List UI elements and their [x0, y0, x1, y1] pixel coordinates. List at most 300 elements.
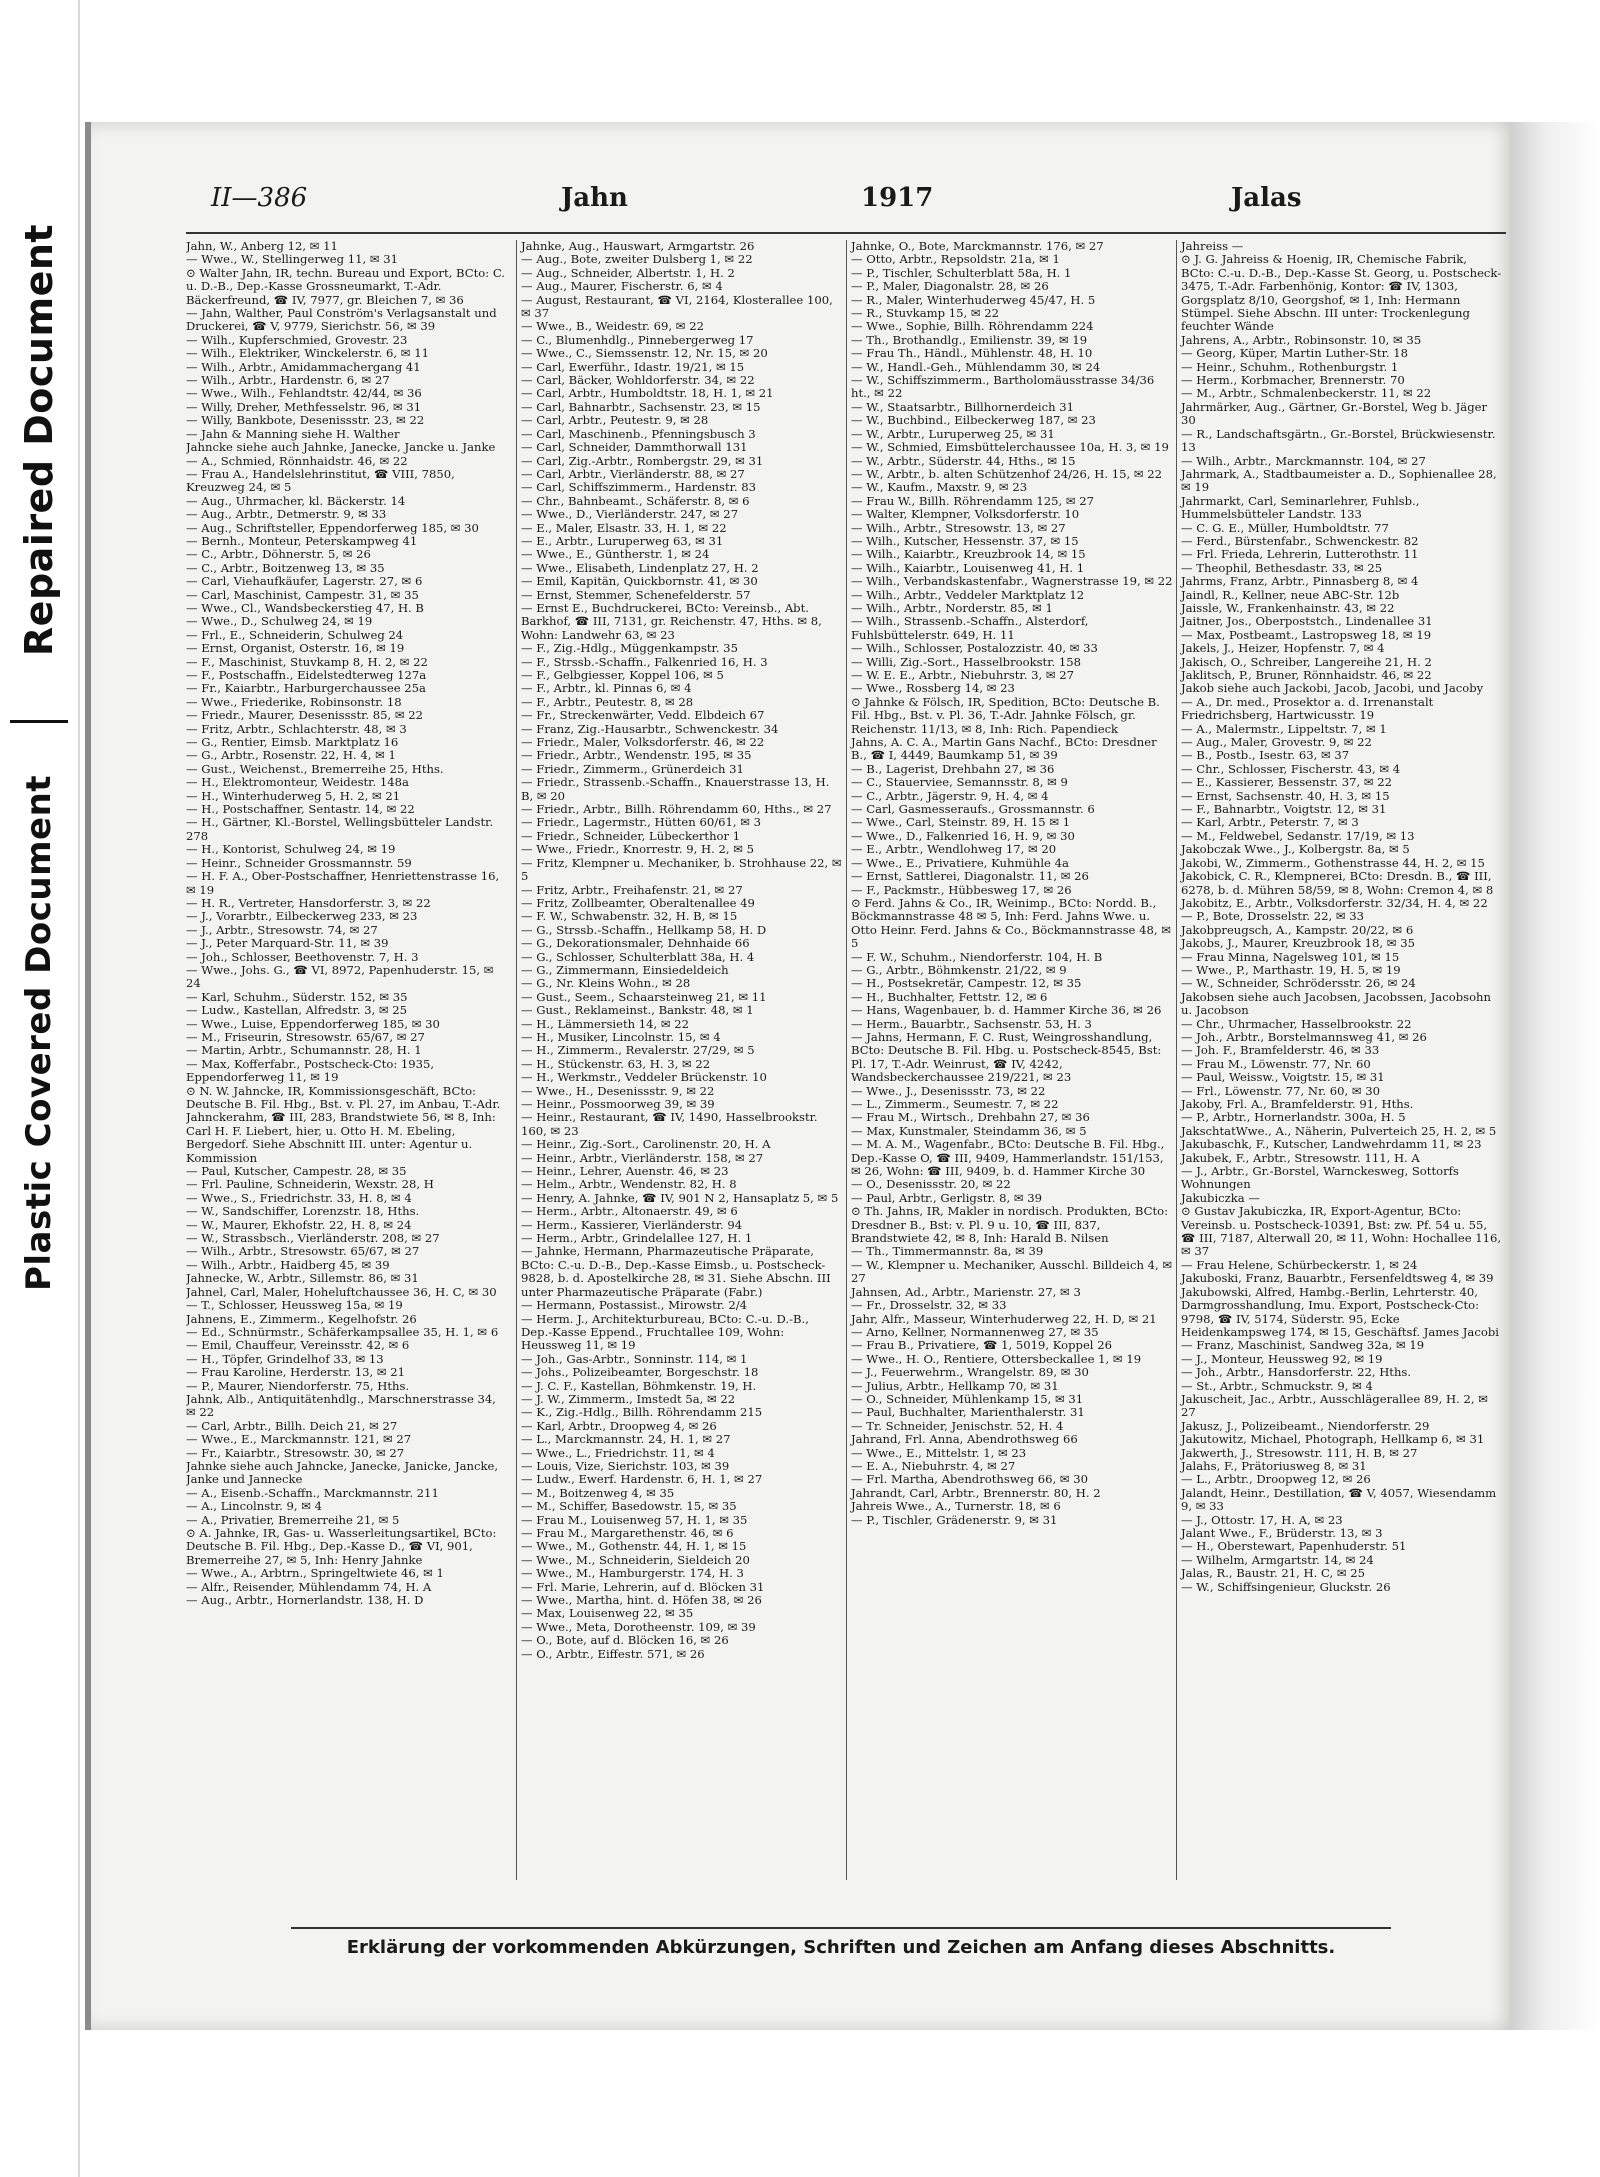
directory-entry: — Wwe., D., Falkenried 16, H. 9, ✉ 30	[851, 828, 1075, 843]
directory-entry: — Aug., Bote, zweiter Dulsberg 1, ✉ 22	[521, 252, 753, 267]
directory-entry: — F., Packmstr., Hübbesweg 17, ✉ 26	[851, 882, 1072, 897]
directory-entry: — Frau M., Margarethenstr. 46, ✉ 6	[521, 1526, 734, 1540]
directory-entry: — Frl. Marie, Lehrerin, auf d. Blöcken 31	[521, 1579, 765, 1594]
directory-entry: — A., Eisenb.-Schaffn., Marckmannstr. 211	[186, 1485, 439, 1500]
directory-entry: — A., Lincolnstr. 9, ✉ 4	[186, 1499, 322, 1514]
directory-entry: — Joh., Schlosser, Beethovenstr. 7, H. 3	[186, 949, 419, 964]
directory-entry: — P., Maler, Diagonalstr. 28, ✉ 26	[851, 279, 1049, 294]
directory-entry: — Herm. J., Architekturbureau, BCto: C.-u. D.-B., Dep.-Kasse Eppend., Fruchtallee 109, Wohn: Heussweg 11, ✉ 19	[521, 1311, 809, 1353]
directory-entry: — F. W., Schwabenstr. 32, H. B, ✉ 15	[521, 909, 738, 924]
directory-entry: — Wwe., J., Desenissstr. 73, ✉ 22	[851, 1083, 1046, 1098]
directory-entry: — Carl, Schneider, Dammthorwall 131	[521, 440, 748, 455]
directory-entry: — H. R., Vertreter, Hansdorferstr. 3, ✉ 22	[186, 895, 431, 910]
directory-entry: — G., Dekorationsmaler, Dehnhaide 66	[521, 936, 750, 951]
directory-entry: — Wwe., M., Hamburgerstr. 174, H. 3	[521, 1566, 744, 1581]
directory-entry: — L., Zimmerm., Seumestr. 7, ✉ 22	[851, 1097, 1059, 1111]
directory-entry: Jahnke, Aug., Hauswart, Armgartstr. 26	[521, 240, 755, 253]
directory-entry: — F., Arbtr., Peutestr. 8, ✉ 28	[521, 694, 694, 709]
directory-entry: Jahns, A. C. A., Martin Gans Nachf., BCto: Dresdner B., ☎ I, 4449, Baumkamp 51, ✉ 39	[851, 735, 1157, 763]
directory-entry: Jahnecke, W., Arbtr., Sillemstr. 86, ✉ 31	[186, 1271, 419, 1286]
directory-entry: ⊙ Th. Jahns, IR, Makler in nordisch. Produkten, BCto: Dresdner B., Bst: v. Pl. 9 u. 10, ☎ III, 837, Brandstwiete 42, ✉ 8, Inh: Harald B. Nilsen	[851, 1204, 1169, 1246]
directory-entry: — G., Nr. Kleins Wohn., ✉ 28	[521, 976, 691, 991]
directory-entry: Jahrmark, A., Stadtbaumeister a. D., Sophienallee 28, ✉ 19	[1181, 466, 1497, 495]
directory-entry: — Carl, Bahnarbtr., Sachsenstr. 23, ✉ 15	[521, 399, 761, 414]
directory-entry: — R., Maler, Winterhuderweg 45/47, H. 5	[851, 292, 1096, 307]
directory-entry: — Carl, Gasmesseraufs., Grossmannstr. 6	[851, 802, 1095, 817]
directory-entry: — J., Vorarbtr., Eilbeckerweg 233, ✉ 23	[186, 909, 418, 924]
directory-entry: — Frau M., Löwenstr. 77, Nr. 60	[1181, 1056, 1371, 1071]
directory-entry: — Th., Brothandlg., Emilienstr. 39, ✉ 19	[851, 332, 1088, 347]
directory-entry: — Carl, Maschinist, Campestr. 31, ✉ 35	[186, 587, 419, 602]
directory-entry: — Wwe., E., Mittelstr. 1, ✉ 23	[851, 1445, 1027, 1460]
directory-entry: — J., Arbtr., Stresowstr. 74, ✉ 27	[186, 922, 378, 937]
directory-entry: Jakutowitz, Michael, Photograph, Hellkamp 6, ✉ 31	[1181, 1432, 1485, 1447]
directory-entry: Jahrmärker, Aug., Gärtner, Gr.-Borstel, Weg b. Jäger 30	[1181, 399, 1488, 428]
directory-entry: — F., Postschaffn., Eidelstedterweg 127a	[186, 668, 427, 682]
directory-column-1	[186, 240, 508, 1880]
directory-entry: Jakobitz, E., Arbtr., Volksdorferstr. 32/34, H. 4, ✉ 22	[1181, 895, 1488, 910]
directory-entry: — Wwe., Johs. G., ☎ VI, 8972, Papenhuderstr. 15, ✉ 24	[186, 962, 494, 991]
directory-entry: — Jahn, Walther, Paul Conström's Verlagsanstalt und Druckerei, ☎ V, 9779, Sierichstr. 56, ✉ 39	[186, 306, 497, 334]
directory-entry: Jakels, J., Heizer, Hopfenstr. 7, ✉ 4	[1181, 641, 1385, 656]
directory-entry: — B., Lagerist, Drehbahn 27, ✉ 36	[851, 761, 1055, 776]
directory-entry: — Frl. Frieda, Lehrerin, Lutterothstr. 11	[1181, 547, 1419, 562]
directory-entry: — Frau M., Louisenweg 57, H. 1, ✉ 35	[521, 1512, 748, 1527]
directory-entry: Jahrandt, Carl, Arbtr., Brennerstr. 80, H. 2	[851, 1485, 1101, 1500]
directory-entry: — Paul, Kutscher, Campestr. 28, ✉ 35	[186, 1164, 407, 1179]
directory-entry: — W., Strassbsch., Vierländerstr. 208, ✉ 27	[186, 1231, 440, 1246]
directory-entry: — Ludw., Kastellan, Alfredstr. 3, ✉ 25	[186, 1003, 408, 1018]
directory-entry: — G., Strssb.-Schaffn., Hellkamp 58, H. D	[521, 922, 767, 937]
plastic-covered-text: Plastic Covered Document	[19, 774, 60, 1292]
directory-entry: — Aug., Uhrmacher, kl. Bäckerstr. 14	[186, 493, 406, 508]
directory-entry: — A., Privatier, Bremerreihe 21, ✉ 5	[186, 1512, 400, 1527]
directory-column-2	[516, 240, 843, 1880]
directory-entry: — H., Werkmstr., Veddeler Brückenstr. 10	[521, 1070, 767, 1085]
directory-entry: — Wwe., A., Arbtrn., Springeltwiete 46, ✉ 1	[186, 1566, 444, 1581]
directory-entry: — Jahn & Manning siehe H. Walther	[186, 426, 400, 441]
header-word-left: Jahn	[561, 183, 628, 213]
directory-entry: — Joh., Gas-Arbtr., Sonninstr. 114, ✉ 1	[521, 1351, 748, 1366]
directory-entry: — Frl. Martha, Abendrothsweg 66, ✉ 30	[851, 1472, 1088, 1487]
directory-entry: Jakubek, F., Arbtr., Stresowstr. 111, H. A	[1181, 1150, 1420, 1165]
directory-entry: — W., Arbtr., b. alten Schützenhof 24/26, H. 15, ✉ 22	[851, 466, 1163, 481]
directory-entry: — Walter, Klempner, Volksdorferstr. 10	[851, 507, 1080, 522]
directory-entry: — Wwe., E., Marckmannstr. 121, ✉ 27	[186, 1432, 412, 1447]
directory-entry: — Herm., Arbtr., Grindelallee 127, H. 1	[521, 1231, 753, 1246]
directory-entry: — H., Musiker, Lincolnstr. 15, ✉ 4	[521, 1029, 721, 1044]
directory-entry: — Carl, Maschinenb., Pfenningsbusch 3	[521, 426, 756, 441]
directory-entry: Jakwerth, J., Stresowstr. 111, H. B, ✉ 27	[1181, 1445, 1418, 1460]
plastic-covered-label	[10, 720, 68, 1343]
directory-entry: — J. C. F., Kastellan, Böhmkenstr. 19, H.	[521, 1378, 757, 1393]
directory-entry: Jakoby, Frl. A., Bramfelderstr. 91, Hths.	[1181, 1097, 1414, 1111]
directory-entry: — Frl., E., Schneiderin, Schulweg 24	[186, 627, 404, 642]
directory-entry: ⊙ Walter Jahn, IR, techn. Bureau und Export, BCto: C. u. D.-B., Dep.-Kasse Grossneumarkt, T.-Adr. Bäckerfreund, ☎ IV, 7977, gr. Bleichen 7, ✉ 36	[186, 265, 505, 307]
directory-entry: — Karl, Arbtr., Peterstr. 7, ✉ 3	[1181, 815, 1359, 830]
directory-entry: — H., Stückenstr. 63, H. 3, ✉ 22	[521, 1056, 711, 1071]
directory-entry: — Frau W., Billh. Röhrendamm 125, ✉ 27	[851, 493, 1095, 508]
directory-columns	[186, 232, 1506, 1884]
directory-entry: — W., Schmied, Eimsbüttelerchaussee 10a, H. 3, ✉ 19	[851, 440, 1169, 455]
directory-entry: — H., Zimmerm., Revalerstr. 27/29, ✉ 5	[521, 1043, 755, 1058]
directory-entry: — M., Schiffer, Basedowstr. 15, ✉ 35	[521, 1499, 737, 1514]
directory-entry: — Martin, Arbtr., Schumannstr. 28, H. 1	[186, 1043, 422, 1058]
directory-entry: — St., Arbtr., Schmuckstr. 9, ✉ 4	[1181, 1378, 1373, 1393]
directory-entry: — W., Handl.-Geh., Mühlendamm 30, ✉ 24	[851, 359, 1101, 374]
directory-entry: — O., Schneider, Mühlenkamp 15, ✉ 31	[851, 1391, 1084, 1406]
directory-entry: — Wwe., P., Marthastr. 19, H. 5, ✉ 19	[1181, 962, 1401, 977]
directory-entry: — Hermann, Postassist., Mirowstr. 2/4	[521, 1298, 748, 1313]
directory-entry: — W. E. E., Arbtr., Niebuhrstr. 3, ✉ 27	[851, 668, 1074, 682]
directory-entry: — Ferd., Bürstenfabr., Schwenckestr. 82	[1181, 533, 1419, 548]
directory-entry: — H., Töpfer, Grindelhof 33, ✉ 13	[186, 1351, 384, 1366]
directory-entry: — Herm., Arbtr., Altonaerstr. 49, ✉ 6	[521, 1204, 738, 1219]
scanned-page	[85, 122, 1516, 2030]
directory-entry: Jakubaschk, F., Kutscher, Landwehrdamm 11, ✉ 23	[1181, 1137, 1482, 1152]
directory-entry: Jahreiss —	[1181, 240, 1244, 253]
directory-entry: Jakisch, O., Schreiber, Langereihe 21, H. 2	[1181, 654, 1432, 669]
directory-entry: — W., Schiffsingenieur, Gluckstr. 26	[1181, 1579, 1391, 1594]
directory-entry: — C., Blumenhdlg., Pinnebergerweg 17	[521, 332, 754, 347]
directory-entry: — Frl., Löwenstr. 77, Nr. 60, ✉ 30	[1181, 1083, 1380, 1098]
directory-entry: — Wilh., Arbtr., Stresowstr. 65/67, ✉ 27	[186, 1244, 420, 1259]
directory-entry: — F., Arbtr., kl. Pinnas 6, ✉ 4	[521, 681, 692, 696]
directory-entry: — Wwe., H. O., Rentiere, Ottersbeckallee 1, ✉ 19	[851, 1351, 1142, 1366]
directory-entry: — Frau M., Wirtsch., Drehbahn 27, ✉ 36	[851, 1110, 1090, 1125]
directory-entry: — W., Maurer, Ekhofstr. 22, H. 8, ✉ 24	[186, 1217, 412, 1232]
directory-entry: — P., Tischler, Schulterblatt 58a, H. 1	[851, 265, 1072, 280]
directory-entry: — Max, Kunstmaler, Steindamm 36, ✉ 5	[851, 1123, 1087, 1138]
directory-entry: — W., Sandschiffer, Lorenzstr. 18, Hths.	[186, 1204, 420, 1219]
directory-entry: — Wwe., S., Friedrichstr. 33, H. 8, ✉ 4	[186, 1190, 412, 1205]
directory-entry: — Wwe., Sophie, Billh. Röhrendamm 224	[851, 319, 1094, 334]
directory-entry: — Ernst, Sattlerei, Diagonalstr. 11, ✉ 26	[851, 869, 1089, 884]
directory-entry: Jakusz, J., Polizeibeamt., Niendorferstr. 29	[1181, 1418, 1430, 1433]
directory-entry: — Wwe., H., Desenissstr. 9, ✉ 22	[521, 1083, 715, 1098]
directory-entry: — Tr. Schneider, Jenischstr. 52, H. 4	[851, 1418, 1064, 1433]
page-edge	[1510, 122, 1600, 2030]
directory-entry: — J., Monteur, Heussweg 92, ✉ 19	[1181, 1351, 1383, 1366]
directory-entry: — Chr., Schlosser, Fischerstr. 43, ✉ 4	[1181, 761, 1401, 776]
directory-entry: — Chr., Uhrmacher, Hasselbrookstr. 22	[1181, 1016, 1412, 1031]
directory-entry: — H., Postsekretär, Campestr. 12, ✉ 35	[851, 976, 1082, 991]
directory-entry: — Fr., Kaiarbtr., Harburgerchaussee 25a	[186, 681, 426, 696]
directory-entry: Jakobpreugsch, A., Kampstr. 20/22, ✉ 6	[1181, 922, 1414, 937]
directory-entry: — Julius, Arbtr., Hellkamp 70, ✉ 31	[851, 1378, 1059, 1393]
directory-entry: — M., Boitzenweg 4, ✉ 35	[521, 1485, 675, 1500]
directory-entry: Jaklitsch, P., Bruner, Rönnhaidstr. 46, ✉ 22	[1181, 668, 1432, 682]
directory-entry: — Fr., Kaiarbtr., Stresowstr. 30, ✉ 27	[186, 1445, 405, 1460]
directory-entry: ⊙ Gustav Jakubiczka, IR, Export-Agentur, BCto: Vereinsb. u. Postscheck-10391, Bst: zw. Pf. 54 u. 55, ☎ III, 7187, Alterwall 20, ✉ 11, Wohn: Hochallee 116, ✉ 37	[1181, 1204, 1502, 1259]
directory-entry: — Wilh., Strassenb.-Schaffn., Alsterdorf, Fuhlsbüttelerstr. 649, H. 11	[851, 614, 1089, 642]
directory-entry: — Wilh., Arbtr., Norderstr. 85, ✉ 1	[851, 600, 1053, 615]
directory-entry: — L., Marckmannstr. 24, H. 1, ✉ 27	[521, 1432, 731, 1447]
directory-entry: — E., Kassierer, Bessenstr. 37, ✉ 22	[1181, 775, 1393, 790]
directory-entry: — W., Schiffszimmerm., Bartholomäusstrasse 34/36 ht., ✉ 22	[851, 373, 1155, 401]
directory-entry: Jaissle, W., Frankenhainstr. 43, ✉ 22	[1181, 600, 1395, 615]
directory-entry: — Wwe., Wilh., Fehlandtstr. 42/44, ✉ 36	[186, 386, 422, 401]
directory-entry: — Carl, Viehaufkäufer, Lagerstr. 27, ✉ 6	[186, 574, 423, 589]
directory-entry: — Frau Minna, Nagelsweg 101, ✉ 15	[1181, 949, 1400, 964]
directory-entry: — Fr., Drosselstr. 32, ✉ 33	[851, 1298, 1007, 1313]
directory-entry: — Herm., Kassierer, Vierländerstr. 94	[521, 1217, 743, 1232]
directory-entry: — H., Elektromonteur, Weidestr. 148a	[186, 775, 409, 790]
directory-entry: — Paul, Weissw., Voigtstr. 15, ✉ 31	[1181, 1070, 1385, 1085]
directory-entry: — Carl, Arbtr., Billh. Deich 21, ✉ 27	[186, 1418, 398, 1433]
directory-entry: — Max, Louisenweg 22, ✉ 35	[521, 1606, 694, 1621]
directory-entry: — Wwe., Elisabeth, Lindenplatz 27, H. 2	[521, 560, 759, 575]
directory-entry: — J., Arbtr., Gr.-Borstel, Warnckesweg, Sottorfs Wohnungen	[1181, 1164, 1459, 1192]
directory-entry: — A., Malermstr., Lippeltstr. 7, ✉ 1	[1181, 721, 1387, 736]
directory-entry: — Fritz, Klempner u. Mechaniker, b. Strohhause 22, ✉ 5	[521, 855, 842, 884]
directory-entry: — Otto, Arbtr., Repsoldstr. 21a, ✉ 1	[851, 252, 1060, 267]
directory-entry: — Henry, A. Jahnke, ☎ IV, 901 N 2, Hansaplatz 5, ✉ 5	[521, 1190, 839, 1205]
directory-entry: — Willy, Bankbote, Desenissstr. 23, ✉ 22	[186, 413, 425, 428]
directory-entry: — Hans, Wagenbauer, b. d. Hammer Kirche 36, ✉ 26	[851, 1003, 1162, 1018]
directory-entry: — Paul, Buchhalter, Marienthalerstr. 31	[851, 1405, 1085, 1420]
directory-entry: Jakobick, C. R., Klempnerei, BCto: Dresdn. B., ☎ III, 6278, b. d. Mühren 58/59, ✉ 8, Wohn: Cremon 4, ✉ 8	[1181, 869, 1494, 897]
directory-entry: — Gust., Seem., Schaarsteinweg 21, ✉ 11	[521, 989, 767, 1004]
directory-entry: Jahrens, A., Arbtr., Robinsonstr. 10, ✉ 35	[1181, 332, 1422, 347]
directory-entry: — J., Peter Marquard-Str. 11, ✉ 39	[186, 936, 389, 951]
repaired-document-label	[10, 160, 68, 720]
directory-entry: — Fritz, Zollbeamter, Oberaltenallee 49	[521, 895, 755, 910]
directory-entry: — Ernst, Organist, Osterstr. 16, ✉ 19	[186, 641, 405, 656]
directory-entry: — Theophil, Bethesdastr. 33, ✉ 25	[1181, 560, 1383, 575]
directory-entry: — Frau B., Privatiere, ☎ 1, 5019, Koppel 26	[851, 1338, 1112, 1353]
directory-entry: — G., Arbtr., Rosenstr. 22, H. 4, ✉ 1	[186, 748, 396, 763]
directory-entry: — Wilh., Kutscher, Hessenstr. 37, ✉ 15	[851, 533, 1079, 548]
directory-entry: Jakobs, J., Maurer, Kreuzbrook 18, ✉ 35	[1181, 936, 1415, 951]
directory-entry: — Heinr., Arbtr., Vierländerstr. 158, ✉ 27	[521, 1150, 764, 1165]
directory-entry: — Joh. F., Bramfelderstr. 46, ✉ 33	[1181, 1043, 1380, 1058]
directory-entry: — B., Postb., Isestr. 63, ✉ 37	[1181, 748, 1350, 763]
directory-entry: — Alfr., Reisender, Mühlendamm 74, H. A	[186, 1579, 432, 1594]
directory-entry: — Carl, Arbtr., Humboldtstr. 18, H. 1, ✉ 21	[521, 386, 774, 401]
directory-entry: — Aug., Arbtr., Detmerstr. 9, ✉ 33	[186, 507, 387, 522]
directory-entry: — H., Buchhalter, Fettstr. 12, ✉ 6	[851, 989, 1048, 1004]
directory-entry: Jaindl, R., Kellner, neue ABC-Str. 12b	[1181, 587, 1400, 602]
directory-entry: — F., Gelbgiesser, Koppel 106, ✉ 5	[521, 668, 724, 682]
directory-entry: — Georg, Küper, Martin Luther-Str. 18	[1181, 346, 1408, 361]
directory-entry: — W., Arbtr., Süderstr. 44, Hths., ✉ 15	[851, 453, 1076, 468]
directory-column-4	[1176, 240, 1503, 1880]
directory-entry: Jahnsen, Ad., Arbtr., Marienstr. 27, ✉ 3	[851, 1284, 1081, 1299]
directory-entry: — W., Kaufm., Maxstr. 9, ✉ 23	[851, 480, 1028, 495]
directory-entry: — P., Bote, Drosselstr. 22, ✉ 33	[1181, 909, 1364, 924]
directory-entry: — Max, Kofferfabr., Postscheck-Cto: 1935, Eppendorferweg 11, ✉ 19	[186, 1056, 435, 1085]
directory-entry: — Friedr., Schneider, Lübeckerthor 1	[521, 828, 741, 843]
directory-entry: — Wwe., B., Weidestr. 69, ✉ 22	[521, 319, 704, 334]
directory-entry: — Th., Timmermannstr. 8a, ✉ 39	[851, 1244, 1044, 1259]
directory-entry: — W., Buchbind., Eilbeckerweg 187, ✉ 23	[851, 413, 1096, 428]
directory-entry: — Johs., Polizeibeamter, Borgeschstr. 18	[521, 1365, 759, 1380]
directory-entry: Jahnke siehe auch Jahncke, Janecke, Janicke, Jancke, Janke und Jannecke	[186, 1458, 499, 1487]
directory-entry: — R., Stuvkamp 15, ✉ 22	[851, 306, 999, 321]
directory-entry: — Aug., Schneider, Albertstr. 1, H. 2	[521, 265, 735, 280]
directory-entry: — P., Tischler, Grädenerstr. 9, ✉ 31	[851, 1512, 1058, 1527]
repaired-document-text: Repaired Document	[17, 223, 62, 657]
directory-entry: — Wwe., M., Gothenstr. 44, H. 1, ✉ 15	[521, 1539, 747, 1554]
page-footer: Erklärung der vorkommenden Abkürzungen, Schriften und Zeichen am Anfang dieses Abschnitts.	[291, 1927, 1391, 1958]
directory-entry: — H., Kontorist, Schulweg 24, ✉ 19	[186, 842, 396, 857]
directory-entry: — M., Friseurin, Stresowstr. 65/67, ✉ 27	[186, 1029, 425, 1044]
directory-entry: — Friedr., Maler, Volksdorferstr. 46, ✉ 22	[521, 735, 765, 750]
directory-entry: — Karl, Schuhm., Süderstr. 152, ✉ 35	[186, 989, 408, 1004]
directory-entry: — Friedr., Zimmerm., Grünerdeich 31	[521, 761, 744, 776]
directory-entry: — Wilh., Arbtr., Veddeler Marktplatz 12	[851, 587, 1085, 602]
directory-entry: — H., Postschaffner, Sentastr. 14, ✉ 22	[186, 802, 415, 817]
directory-entry: — Wwe., E., Privatiere, Kuhmühle 4a	[851, 855, 1069, 870]
directory-entry: — Wwe., C., Siemssenstr. 12, Nr. 15, ✉ 20	[521, 346, 768, 361]
directory-entry: — Herm., Bauarbtr., Sachsenstr. 53, H. 3	[851, 1016, 1092, 1031]
directory-entry: — Carl, Bäcker, Wohldorferstr. 34, ✉ 22	[521, 373, 755, 388]
directory-entry: — P., Maurer, Niendorferstr. 75, Hths.	[186, 1378, 410, 1393]
directory-entry: — Wilh., Kaiarbtr., Kreuzbrook 14, ✉ 15	[851, 547, 1086, 562]
directory-entry: — Wwe., M., Schneiderin, Sieldeich 20	[521, 1552, 750, 1567]
binding-strip	[0, 0, 80, 2177]
directory-entry: — H., Oberstewart, Papenhuderstr. 51	[1181, 1539, 1407, 1554]
directory-entry: — Frau A., Handelslehrinstitut, ☎ VIII, 7850, Kreuzweg 24, ✉ 5	[186, 466, 455, 495]
directory-entry: — C. G. E., Müller, Humboldtstr. 77	[1181, 520, 1389, 535]
directory-entry: Jakobi, W., Zimmerm., Gothenstrasse 44, H. 2, ✉ 15	[1181, 855, 1485, 870]
directory-entry: Jahn, W., Anberg 12, ✉ 11	[186, 240, 338, 253]
directory-entry: — Ernst E., Buchdruckerei, BCto: Vereinsb., Abt. Barkhof, ☎ III, 7131, gr. Reichenstr. 47, Hths. ✉ 8, Wohn: Landwehr 63, ✉ 23	[521, 600, 822, 642]
directory-entry: — Ludw., Ewerf. Hardenstr. 6, H. 1, ✉ 27	[521, 1472, 763, 1487]
directory-entry: — G., Schlosser, Schulterblatt 38a, H. 4	[521, 949, 755, 964]
directory-entry: Jakobsen siehe auch Jacobsen, Jacobssen, Jacobsohn u. Jacobson	[1181, 989, 1491, 1018]
directory-entry: ⊙ Ferd. Jahns & Co., IR, Weinimp., BCto: Nordd. B., Böckmannstrasse 48 ✉ 5, Inh: Ferd. Jahns Wwe. u. Otto Heinr. Ferd. Jahns & Co., Böckmannstrasse 48, ✉ 5	[851, 895, 1171, 951]
directory-entry: — Wilhelm, Armgartstr. 14, ✉ 24	[1181, 1552, 1374, 1567]
directory-entry: — E., Maler, Elsastr. 33, H. 1, ✉ 22	[521, 520, 727, 535]
directory-entry: — Carl, Ewerführ., Idastr. 19/21, ✉ 15	[521, 359, 745, 374]
directory-entry: — Friedr., Lagermstr., Hütten 60/61, ✉ 3	[521, 815, 762, 830]
directory-entry: Jahreis Wwe., A., Turnerstr. 18, ✉ 6	[851, 1499, 1061, 1514]
directory-entry: — Wilh., Verbandskastenfabr., Wagnerstrasse 19, ✉ 22	[851, 574, 1173, 589]
directory-entry: — Max, Postbeamt., Lastropsweg 18, ✉ 19	[1181, 627, 1432, 642]
directory-entry: — Wwe., E., Güntherstr. 1, ✉ 24	[521, 547, 710, 562]
directory-entry: — Friedr., Arbtr., Billh. Röhrendamm 60, Hths., ✉ 27	[521, 802, 832, 817]
directory-entry: — Wwe., Friedr., Knorrestr. 9, H. 2, ✉ 5	[521, 842, 754, 857]
directory-entry: — Wwe., Friederike, Robinsonstr. 18	[186, 694, 402, 709]
directory-entry: Jahrand, Frl. Anna, Abendrothsweg 66	[851, 1432, 1078, 1447]
directory-entry: — Ernst, Stemmer, Schenefelderstr. 57	[521, 587, 751, 602]
directory-entry: — C., Arbtr., Boitzenweg 13, ✉ 35	[186, 560, 385, 575]
directory-entry: — C., Arbtr., Döhnerstr. 5, ✉ 26	[186, 547, 371, 562]
directory-entry: — W., Klempner u. Mechaniker, Ausschl. Billdeich 4, ✉ 27	[851, 1257, 1173, 1286]
directory-entry: — Wwe., Rossberg 14, ✉ 23	[851, 681, 1015, 696]
directory-entry: — Paul, Arbtr., Gerligstr. 8, ✉ 39	[851, 1190, 1042, 1205]
directory-entry: — G., Arbtr., Böhmkenstr. 21/22, ✉ 9	[851, 962, 1067, 977]
header-word-right: Jalas	[1231, 183, 1302, 213]
directory-entry: — G., Rentier, Eimsb. Marktplatz 16	[186, 735, 399, 750]
directory-entry: — O., Arbtr., Eiffestr. 571, ✉ 26	[521, 1646, 705, 1661]
directory-entry: — Wwe., Cl., Wandsbeckerstieg 47, H. B	[186, 600, 424, 615]
directory-entry: ⊙ J. G. Jahreiss & Hoenig, IR, Chemische Fabrik, BCto: C.-u. D.-B., Dep.-Kasse St. Georg, u. Postscheck-3475, T.-Adr. Farbenhönig, Kontor: ☎ IV, 1303, Gorgsplatz 8/10, Georgshof, ✉ 1, Inh: Hermann Stümpel. Siehe Abschn. III unter: Trockenlegung feuchter Wände	[1181, 252, 1502, 334]
directory-entry: — Joh., Arbtr., Borstelmannsweg 41, ✉ 26	[1181, 1029, 1427, 1044]
directory-entry: — W., Arbtr., Luruperweg 25, ✉ 31	[851, 426, 1055, 441]
directory-entry: — C., Stauerviee, Semannsstr. 8, ✉ 9	[851, 775, 1068, 790]
directory-entry: Jakubiczka —	[1181, 1190, 1260, 1205]
directory-entry: Jakubowski, Alfred, Hambg.-Berlin, Lehrterstr. 40, Darmgrosshandlung, Imu. Export, Postscheck-Cto: 9798, ☎ IV, 5174, Süderstr. 95, Ecke Heidenkampsweg 174, ✉ 15, Geschäftsf. James Jacobi	[1181, 1284, 1499, 1339]
directory-entry: — Willi, Zig.-Sort., Hasselbrookstr. 158	[851, 654, 1081, 669]
directory-entry: — F., Zig.-Hdlg., Müggenkampstr. 35	[521, 641, 738, 656]
directory-entry: — F., Maschinist, Stuvkamp 8, H. 2, ✉ 22	[186, 654, 428, 669]
directory-entry: — Emil, Kapitän, Quickbornstr. 41, ✉ 30	[521, 574, 758, 589]
directory-entry: — Carl, Zig.-Arbtr., Rombergstr. 29, ✉ 31	[521, 453, 764, 468]
directory-entry: — Friedr., Maurer, Desenissstr. 85, ✉ 22	[186, 708, 424, 723]
directory-entry: — H., Lämmersieth 14, ✉ 22	[521, 1016, 690, 1031]
directory-entry: — Jahnke, Hermann, Pharmazeutische Präparate, BCto: C.-u. D.-B., Dep.-Kasse Eimsb., u. Postscheck-9828, b. d. Apostelkirche 28, ✉ 31. Siehe Abschn. III unter Pharmazeutische Präparate (Fabr.)	[521, 1244, 831, 1299]
directory-entry: — Wilh., Arbtr., Hardenstr. 6, ✉ 27	[186, 373, 390, 388]
directory-entry: — E. A., Niebuhrstr. 4, ✉ 27	[851, 1458, 1016, 1473]
directory-entry: Jalas, R., Baustr. 21, H. C, ✉ 25	[1181, 1566, 1366, 1581]
directory-entry: ⊙ A. Jahnke, IR, Gas- u. Wasserleitungsartikel, BCto: Deutsche B. Fil. Hbg., Dep.-Kasse D., ☎ VI, 901, Bremerreihe 27, ✉ 5, Inh: Henry Jahnke	[186, 1526, 497, 1567]
directory-entry: — M., Feldwebel, Sedanstr. 17/19, ✉ 13	[1181, 828, 1415, 843]
directory-entry: — Willy, Dreher, Methfesselstr. 96, ✉ 31	[186, 399, 422, 414]
directory-entry: — Heinr., Lehrer, Auenstr. 46, ✉ 23	[521, 1164, 729, 1179]
directory-entry: — E., Arbtr., Luruperweg 63, ✉ 31	[521, 533, 724, 548]
directory-entry: — Wwe., Martha, hint. d. Höfen 38, ✉ 26	[521, 1593, 762, 1608]
directory-entry: — August, Restaurant, ☎ VI, 2164, Klosterallee 100, ✉ 37	[521, 292, 833, 321]
directory-entry: — Wwe., Carl, Steinstr. 89, H. 15 ✉ 1	[851, 815, 1071, 830]
directory-entry: Jahncke siehe auch Jahnke, Janecke, Jancke u. Janke	[186, 440, 496, 455]
directory-entry: Jahnens, E., Zimmerm., Kegelhofstr. 26	[186, 1311, 417, 1326]
directory-entry: — Aug., Maler, Grovestr. 9, ✉ 22	[1181, 735, 1372, 750]
directory-entry: — W., Staatsarbtr., Billhornerdeich 31	[851, 399, 1075, 414]
directory-entry: — F. W., Schuhm., Niendorferstr. 104, H. B	[851, 949, 1103, 964]
directory-entry: — Heinr., Zig.-Sort., Carolinenstr. 20, H. A	[521, 1137, 771, 1152]
directory-entry: — O., Desenissstr. 20, ✉ 22	[851, 1177, 1011, 1192]
directory-entry: — C., Arbtr., Jägerstr. 9, H. 4, ✉ 4	[851, 788, 1049, 803]
directory-entry: — Wwe., Luise, Eppendorferweg 185, ✉ 30	[186, 1016, 440, 1031]
page-number: II—386	[211, 183, 308, 213]
directory-entry: — K., Zig.-Hdlg., Billh. Röhrendamm 215	[521, 1405, 763, 1420]
directory-entry: — Frau Th., Händl., Mühlenstr. 48, H. 10	[851, 346, 1093, 361]
directory-entry: — Emil, Chauffeur, Vereinsstr. 42, ✉ 6	[186, 1338, 410, 1353]
directory-entry: — Carl, Schiffszimmerm., Hardenstr. 83	[521, 480, 757, 495]
directory-entry: Jakuscheit, Jac., Arbtr., Ausschlägerallee 89, H. 2, ✉ 27	[1181, 1391, 1488, 1420]
directory-entry: — Bernh., Monteur, Peterskampweg 41	[186, 533, 418, 548]
directory-entry: — Wwe., W., Stellingerweg 11, ✉ 31	[186, 252, 399, 267]
directory-entry: — J., Ottostr. 17, H. A, ✉ 23	[1181, 1512, 1343, 1527]
directory-entry: — M., Arbtr., Schmalenbeckerstr. 11, ✉ 22	[1181, 386, 1432, 401]
directory-entry: — Jahns, Hermann, F. C. Rust, Weingrosshandlung, BCto: Deutsche B. Fil. Hbg. u. Postscheck-8545, Bst: Pl. 17, T.-Adr. Weinrust, ☎ IV, 4242, Wandsbeckerchaussee 219/221, ✉ 23	[851, 1029, 1162, 1085]
directory-entry: — M. A. M., Wagenfabr., BCto: Deutsche B. Fil. Hbg., Dep.-Kasse O, ☎ III, 9409, Hammerlandstr. 151/153, ✉ 26, Wohn: ☎ III, 9409, b. d. Hammer Kirche 30	[851, 1137, 1165, 1179]
page-header	[211, 177, 1461, 223]
directory-entry: — H., Winterhuderweg 5, H. 2, ✉ 21	[186, 788, 401, 803]
directory-entry: — F., Strssb.-Schaffn., Falkenried 16, H. 3	[521, 654, 768, 669]
directory-entry: — O., Bote, auf d. Blöcken 16, ✉ 26	[521, 1633, 729, 1648]
directory-entry: — Wwe., D., Vierländerstr. 247, ✉ 27	[521, 507, 739, 522]
directory-entry: — Frl. Pauline, Schneiderin, Wexstr. 28, H	[186, 1177, 434, 1192]
directory-entry: — Aug., Arbtr., Hornerlandstr. 138, H. D	[186, 1593, 424, 1608]
directory-entry: Jakuboski, Franz, Bauarbtr., Fersenfeldtsweg 4, ✉ 39	[1181, 1271, 1494, 1286]
directory-entry: — Karl, Arbtr., Droopweg 4, ✉ 26	[521, 1418, 717, 1433]
directory-entry: — Wilh., Arbtr., Marckmannstr. 104, ✉ 27	[1181, 453, 1426, 468]
directory-entry: — Carl, Arbtr., Peutestr. 9, ✉ 28	[521, 413, 709, 428]
directory-entry: — Ed., Schnürmstr., Schäferkampsallee 35, H. 1, ✉ 6	[186, 1324, 499, 1339]
directory-entry: — Heinr., Restaurant, ☎ IV, 1490, Hasselbrookstr. 160, ✉ 23	[521, 1110, 818, 1138]
header-year: 1917	[861, 183, 934, 213]
directory-entry: — P., Arbtr., Hornerlandstr. 300a, H. 5	[1181, 1110, 1406, 1125]
directory-entry: — Wwe., L., Friedrichstr. 11, ✉ 4	[521, 1445, 715, 1460]
directory-entry: — Wilh., Schlosser, Postalozzistr. 40, ✉ 33	[851, 641, 1098, 656]
directory-entry: — Fritz, Arbtr., Schlachterstr. 48, ✉ 3	[186, 721, 407, 736]
directory-entry: — J. W., Zimmerm., Imstedt 5a, ✉ 22	[521, 1391, 736, 1406]
directory-entry: Jahnel, Carl, Maler, Hoheluftchaussee 36, H. C, ✉ 30	[186, 1284, 497, 1299]
